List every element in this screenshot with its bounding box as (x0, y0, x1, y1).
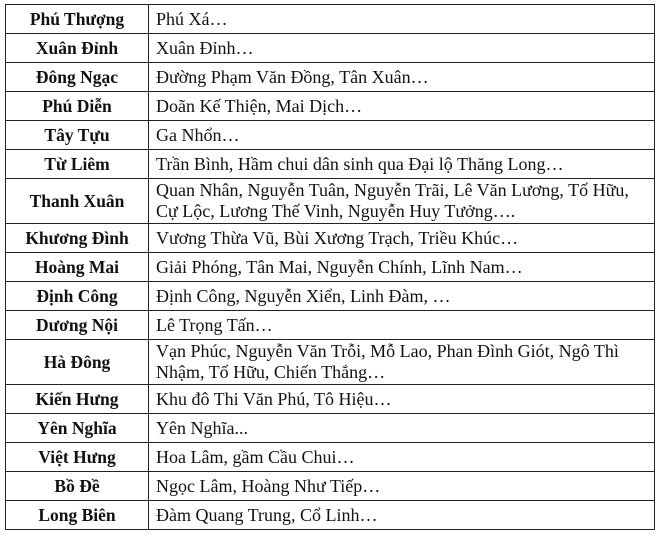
table-row (6, 340, 655, 385)
streets-cell: Đàm Quang Trung, Cổ Linh… (149, 501, 655, 530)
streets-cell: Định Công, Nguyễn Xiển, Linh Đàm, … (149, 282, 655, 311)
ward-cell: Thanh Xuân (6, 179, 149, 224)
table-row (6, 92, 655, 121)
table-container (5, 4, 655, 530)
streets-cell: Quan Nhân, Nguyễn Tuân, Nguyễn Trãi, Lê Văn Lương, Tố Hữu, Cự Lộc, Lương Thế Vinh, Nguyễn Huy Tưởng…. (149, 179, 655, 224)
table-row (6, 282, 655, 311)
table-row (6, 501, 655, 530)
ward-cell: Bồ Đề (6, 472, 149, 501)
ward-cell: Khương Đình (6, 224, 149, 253)
streets-cell: Xuân Đỉnh… (149, 34, 655, 63)
ward-cell: Long Biên (6, 501, 149, 530)
table-row (6, 224, 655, 253)
streets-cell: Ga Nhổn… (149, 121, 655, 150)
ward-cell: Định Công (6, 282, 149, 311)
table-row (6, 414, 655, 443)
streets-cell: Vương Thừa Vũ, Bùi Xương Trạch, Triều Khúc… (149, 224, 655, 253)
table-row (6, 5, 655, 34)
ward-cell: Phú Thượng (6, 5, 149, 34)
table-row (6, 253, 655, 282)
table-row (6, 443, 655, 472)
ward-cell: Dương Nội (6, 311, 149, 340)
ward-cell: Kiến Hưng (6, 385, 149, 414)
table-row (6, 150, 655, 179)
streets-cell: Lê Trọng Tấn… (149, 311, 655, 340)
ward-cell: Đông Ngạc (6, 63, 149, 92)
ward-cell: Việt Hưng (6, 443, 149, 472)
table-row (6, 385, 655, 414)
ward-cell: Xuân Đỉnh (6, 34, 149, 63)
ward-cell: Hoàng Mai (6, 253, 149, 282)
ward-cell: Phú Diễn (6, 92, 149, 121)
streets-cell: Phú Xá… (149, 5, 655, 34)
streets-cell: Hoa Lâm, gầm Cầu Chui… (149, 443, 655, 472)
table-row (6, 34, 655, 63)
ward-cell: Hà Đông (6, 340, 149, 385)
table-row (6, 63, 655, 92)
ward-cell: Từ Liêm (6, 150, 149, 179)
table-row (6, 121, 655, 150)
ward-cell: Tây Tựu (6, 121, 149, 150)
streets-cell: Khu đô Thi Văn Phú, Tô Hiệu… (149, 385, 655, 414)
ward-streets-table (5, 4, 655, 530)
ward-cell: Yên Nghĩa (6, 414, 149, 443)
table-row (6, 311, 655, 340)
streets-cell: Ngọc Lâm, Hoàng Như Tiếp… (149, 472, 655, 501)
table-row (6, 472, 655, 501)
streets-cell: Yên Nghĩa... (149, 414, 655, 443)
streets-cell: Doãn Kế Thiện, Mai Dịch… (149, 92, 655, 121)
streets-cell: Vạn Phúc, Nguyễn Văn Trỗi, Mỗ Lao, Phan Đình Giót, Ngô Thì Nhậm, Tố Hữu, Chiến Thắng… (149, 340, 655, 385)
streets-cell: Đường Phạm Văn Đồng, Tân Xuân… (149, 63, 655, 92)
streets-cell: Giải Phóng, Tân Mai, Nguyễn Chính, Lĩnh Nam… (149, 253, 655, 282)
streets-cell: Trần Bình, Hầm chui dân sinh qua Đại lộ Thăng Long… (149, 150, 655, 179)
table-row (6, 179, 655, 224)
